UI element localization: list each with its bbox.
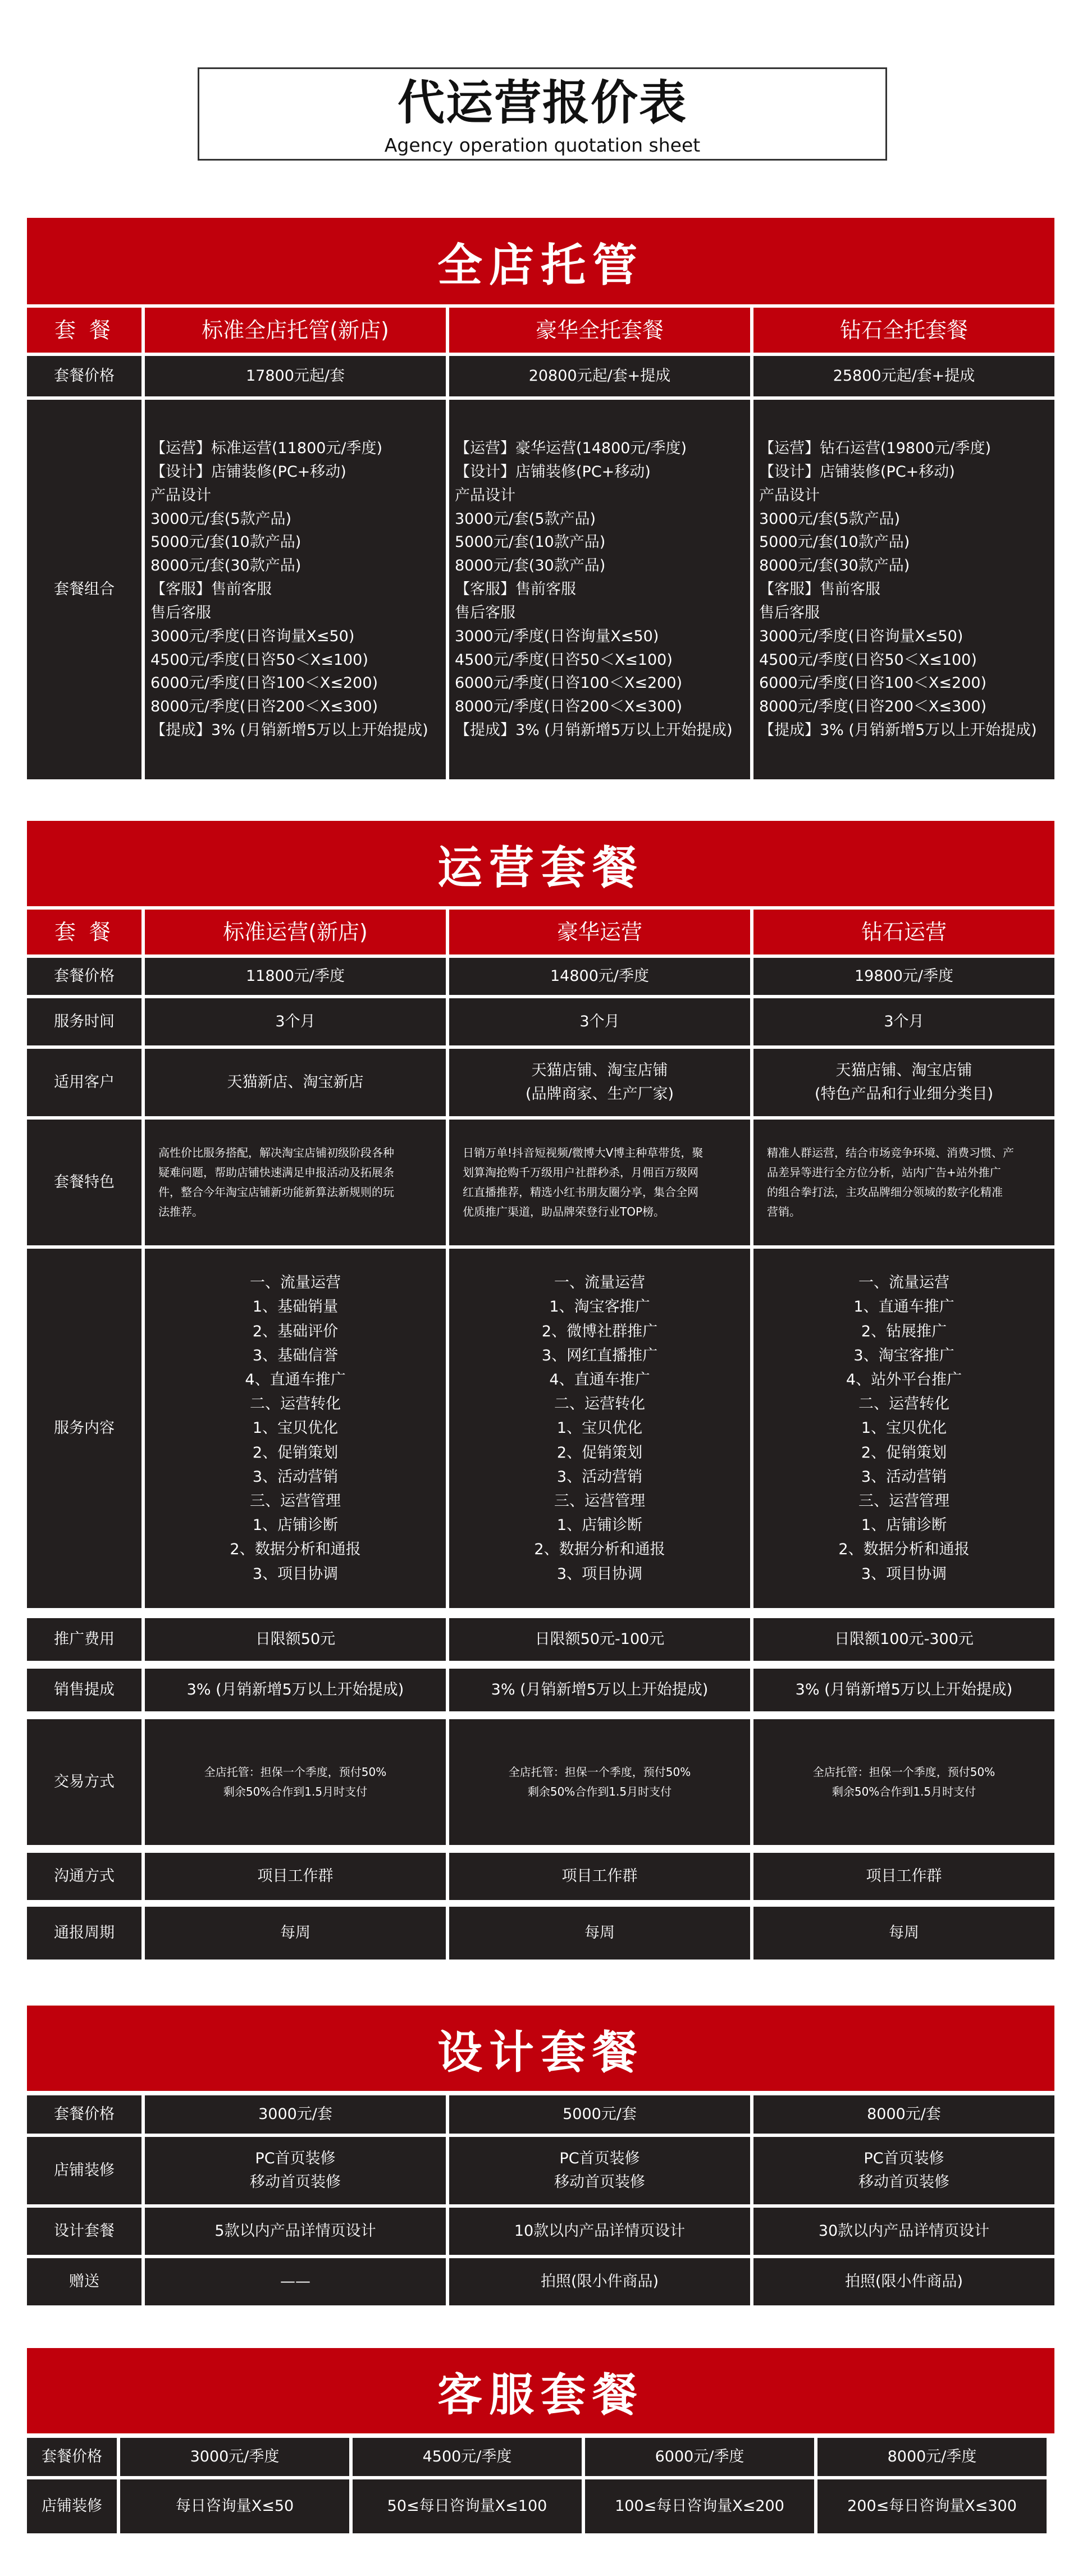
operation-header-row xyxy=(27,910,1054,954)
row-label: 通报周期 xyxy=(27,1907,141,1960)
table-cell: 3% (月销新增5万以上开始提成) xyxy=(145,1669,446,1711)
table-cell: 项目工作群 xyxy=(449,1853,750,1900)
table-cell xyxy=(753,1049,1054,1116)
table-cell xyxy=(449,400,750,779)
operation-banner: 运营套餐 xyxy=(27,821,1054,906)
row-label: 套餐组合 xyxy=(27,400,141,779)
table-cell xyxy=(145,1719,446,1845)
table-cell: 每周 xyxy=(753,1907,1054,1960)
row-label: 店铺装修 xyxy=(27,2137,141,2204)
row-label: 设计套餐 xyxy=(27,2208,141,2255)
table-row xyxy=(27,2095,1054,2134)
row-label: 套餐价格 xyxy=(27,2438,117,2476)
table-row xyxy=(27,2438,1054,2476)
customer-text: 天猫店铺、淘宝店铺 (品牌商家、生产厂家) xyxy=(525,1062,674,1103)
full-store-banner: 全店托管 xyxy=(27,218,1054,304)
table-row xyxy=(27,1719,1054,1845)
decoration-text: PC首页装修 移动首页装修 xyxy=(250,2150,341,2191)
table-cell xyxy=(145,1049,446,1116)
row-label: 交易方式 xyxy=(27,1719,141,1845)
page-subtitle: Agency operation quotation sheet xyxy=(384,134,701,156)
table-cell: 11800元/季度 xyxy=(145,958,446,995)
package-column-header: 标准运营(新店) xyxy=(145,910,446,954)
table-cell: 100≤每日咨询量X≤200 xyxy=(585,2479,814,2533)
table-cell xyxy=(753,400,1054,779)
table-cell: 项目工作群 xyxy=(145,1853,446,1900)
decoration-text: PC首页装修 移动首页装修 xyxy=(858,2150,949,2191)
table-cell: 50≤每日咨询量X≤100 xyxy=(353,2479,582,2533)
table-cell: —— xyxy=(145,2258,446,2305)
table-row xyxy=(27,2258,1054,2305)
design-banner: 设计套餐 xyxy=(27,2006,1054,2091)
package-column-header: 钻石运营 xyxy=(753,910,1054,954)
combo-text: 【运营】钻石运营(19800元/季度) 【设计】店铺装修(PC+移动) 产品设计 3000元/套(5款产品) 5000元/套(10款产品) 8000元/套(30款产品) 【客服】售前客服 售后客服 3000元/季度(日咨询量X≤50) 4500元/季度(日咨50＜X≤100) 6000元/季度(日咨100＜X≤200) 8000元/季度(日咨200＜X≤300) 【提成】3% (月销新增5万以上开始提成) xyxy=(759,440,1037,739)
table-cell xyxy=(145,400,446,779)
table-cell xyxy=(145,2137,446,2204)
table-row xyxy=(27,1120,1054,1245)
feature-text: 日销万单!抖音短视频/微博大V博主种草带货，聚 划算淘抢购千万级用户社群秒杀，月佣百万级网 红直播推荐，精选小红书朋友圈分享，集合全网 优质推广渠道，助品牌荣登行业TOP榜。 xyxy=(463,1146,704,1218)
payment-text: 全店托管：担保一个季度，预付50% 剩余50%合作到1.5月时支付 xyxy=(204,1765,387,1798)
table-cell xyxy=(145,1249,446,1608)
table-cell: 3000元/套 xyxy=(145,2095,446,2134)
payment-text: 全店托管：担保一个季度，预付50% 剩余50%合作到1.5月时支付 xyxy=(508,1765,691,1798)
package-column-header: 豪华全托套餐 xyxy=(449,308,750,353)
table-cell xyxy=(753,1719,1054,1845)
customer-text: 天猫新店、淘宝新店 xyxy=(227,1074,364,1091)
table-row xyxy=(27,958,1054,995)
table-cell: 拍照(限小件商品) xyxy=(753,2258,1054,2305)
service-content-text: 一、流量运营 1、直通车推广 2、钻展推广 3、淘宝客推广 4、站外平台推广 二、运营转化 1、宝贝优化 2、促销策划 3、活动营销 三、运营管理 1、店铺诊断 2、数据分析和通报 3、项目协调 xyxy=(838,1274,970,1583)
table-cell xyxy=(449,1249,750,1608)
row-label: 服务时间 xyxy=(27,998,141,1045)
table-cell: 3000元/季度 xyxy=(120,2438,349,2476)
combo-text: 【运营】标准运营(11800元/季度) 【设计】店铺装修(PC+移动) 产品设计 3000元/套(5款产品) 5000元/套(10款产品) 8000元/套(30款产品) 【客服】售前客服 售后客服 3000元/季度(日咨询量X≤50) 4500元/季度(日咨50＜X≤100) 6000元/季度(日咨100＜X≤200) 8000元/季度(日咨200＜X≤300) 【提成】3% (月销新增5万以上开始提成) xyxy=(150,440,428,739)
customer-text: 天猫店铺、淘宝店铺 (特色产品和行业细分类目) xyxy=(814,1062,994,1103)
service-banner: 客服套餐 xyxy=(27,2348,1054,2433)
table-cell: 6000元/季度 xyxy=(585,2438,814,2476)
decoration-text: PC首页装修 移动首页装修 xyxy=(554,2150,645,2191)
row-label: 套餐特色 xyxy=(27,1120,141,1245)
feature-text: 高性价比服务搭配，解决淘宝店铺初级阶段各种 疑难问题，帮助店铺快速满足申报活动及拓展条 件，整合今年淘宝店铺新功能新算法新规则的玩 法推荐。 xyxy=(158,1146,394,1218)
table-cell xyxy=(753,2137,1054,2204)
package-label: 套 餐 xyxy=(27,308,141,353)
table-row xyxy=(27,1049,1054,1116)
row-label: 沟通方式 xyxy=(27,1853,141,1900)
table-cell: 20800元起/套+提成 xyxy=(449,356,750,396)
row-label: 销售提成 xyxy=(27,1669,141,1711)
table-cell xyxy=(449,1120,750,1245)
table-cell xyxy=(753,1120,1054,1245)
table-cell: 3% (月销新增5万以上开始提成) xyxy=(449,1669,750,1711)
table-cell: 3个月 xyxy=(753,998,1054,1045)
table-row xyxy=(27,1669,1054,1711)
table-row xyxy=(27,2479,1054,2533)
table-cell: 14800元/季度 xyxy=(449,958,750,995)
table-row xyxy=(27,400,1054,779)
table-cell: 日限额100元-300元 xyxy=(753,1618,1054,1661)
payment-text: 全店托管：担保一个季度，预付50% 剩余50%合作到1.5月时支付 xyxy=(812,1765,995,1798)
title-box xyxy=(198,67,887,161)
page-title: 代运营报价表 xyxy=(397,75,687,130)
table-row xyxy=(27,356,1054,396)
package-label: 套 餐 xyxy=(27,910,141,954)
table-row xyxy=(27,1618,1054,1661)
table-row xyxy=(27,1907,1054,1960)
table-cell: 每周 xyxy=(145,1907,446,1960)
table-row xyxy=(27,1249,1054,1608)
table-cell: 17800元起/套 xyxy=(145,356,446,396)
table-cell xyxy=(449,1719,750,1845)
table-row xyxy=(27,1853,1054,1900)
table-cell: 每周 xyxy=(449,1907,750,1960)
table-cell xyxy=(753,1249,1054,1608)
service-content-text: 一、流量运营 1、基础销量 2、基础评价 3、基础信誉 4、直通车推广 二、运营转化 1、宝贝优化 2、促销策划 3、活动营销 三、运营管理 1、店铺诊断 2、数据分析和通报 3、项目协调 xyxy=(230,1274,361,1583)
row-label: 套餐价格 xyxy=(27,958,141,995)
table-cell: 拍照(限小件商品) xyxy=(449,2258,750,2305)
table-cell: 日限额50元-100元 xyxy=(449,1618,750,1661)
package-column-header: 钻石全托套餐 xyxy=(753,308,1054,353)
table-cell: 19800元/季度 xyxy=(753,958,1054,995)
combo-text: 【运营】豪华运营(14800元/季度) 【设计】店铺装修(PC+移动) 产品设计 3000元/套(5款产品) 5000元/套(10款产品) 8000元/套(30款产品) 【客服】售前客服 售后客服 3000元/季度(日咨询量X≤50) 4500元/季度(日咨50＜X≤100) 6000元/季度(日咨100＜X≤200) 8000元/季度(日咨200＜X≤300) 【提成】3% (月销新增5万以上开始提成) xyxy=(455,440,733,739)
table-cell: 项目工作群 xyxy=(753,1853,1054,1900)
row-label: 店铺装修 xyxy=(27,2479,117,2533)
table-cell xyxy=(145,1120,446,1245)
table-cell: 3个月 xyxy=(145,998,446,1045)
row-label: 套餐价格 xyxy=(27,2095,141,2134)
table-cell: 每日咨询量X≤50 xyxy=(120,2479,349,2533)
table-cell: 200≤每日咨询量X≤300 xyxy=(817,2479,1047,2533)
table-cell: 8000元/季度 xyxy=(817,2438,1047,2476)
table-cell: 3% (月销新增5万以上开始提成) xyxy=(753,1669,1054,1711)
row-label: 推广费用 xyxy=(27,1618,141,1661)
table-cell: 10款以内产品详情页设计 xyxy=(449,2208,750,2255)
table-row xyxy=(27,2137,1054,2204)
table-cell: 5000元/套 xyxy=(449,2095,750,2134)
row-label: 适用客户 xyxy=(27,1049,141,1116)
table-cell: 30款以内产品详情页设计 xyxy=(753,2208,1054,2255)
table-cell: 日限额50元 xyxy=(145,1618,446,1661)
table-cell xyxy=(449,2137,750,2204)
package-column-header: 豪华运营 xyxy=(449,910,750,954)
feature-text: 精准人群运营，结合市场竞争环境、消费习惯、产 品差异等进行全方位分析，站内广告+站外推广 的组合拳打法，主攻品牌细分领域的数字化精准 营销。 xyxy=(767,1146,1014,1218)
row-label: 赠送 xyxy=(27,2258,141,2305)
table-cell: 5款以内产品详情页设计 xyxy=(145,2208,446,2255)
service-content-text: 一、流量运营 1、淘宝客推广 2、微博社群推广 3、网红直播推广 4、直通车推广 二、运营转化 1、宝贝优化 2、促销策划 3、活动营销 三、运营管理 1、店铺诊断 2、数据分析和通报 3、项目协调 xyxy=(534,1274,665,1583)
table-row xyxy=(27,998,1054,1045)
package-column-header: 标准全店托管(新店) xyxy=(145,308,446,353)
table-cell: 8000元/套 xyxy=(753,2095,1054,2134)
full-store-header-row xyxy=(27,308,1054,353)
row-label: 套餐价格 xyxy=(27,356,141,396)
row-label: 服务内容 xyxy=(27,1249,141,1608)
table-cell: 4500元/季度 xyxy=(353,2438,582,2476)
table-cell xyxy=(449,1049,750,1116)
table-row xyxy=(27,2208,1054,2255)
table-cell: 3个月 xyxy=(449,998,750,1045)
table-cell: 25800元起/套+提成 xyxy=(753,356,1054,396)
